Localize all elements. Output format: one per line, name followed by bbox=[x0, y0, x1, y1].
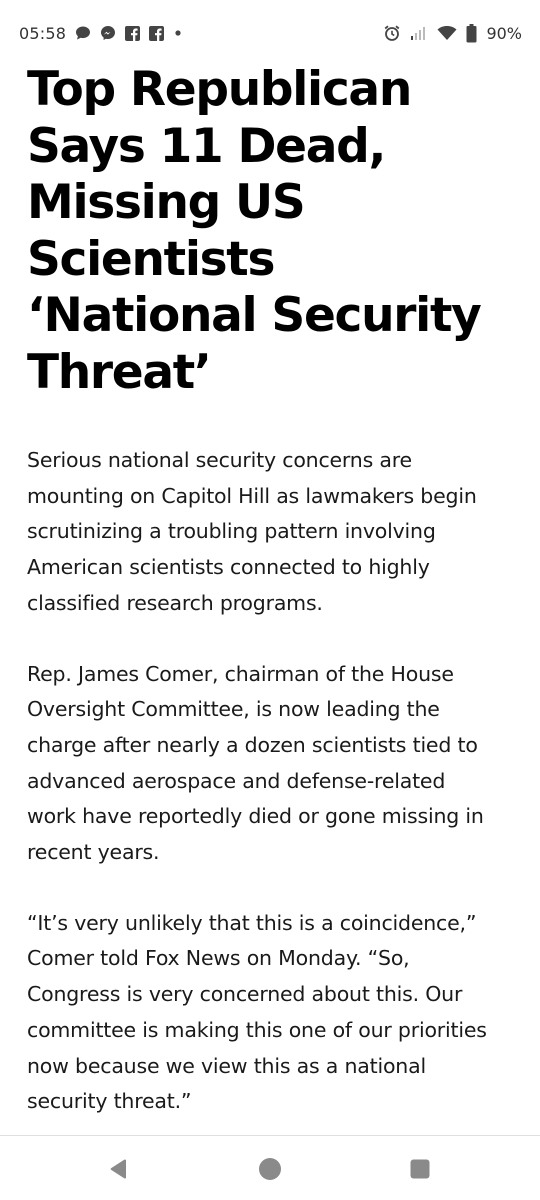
status-time: 05:58 bbox=[19, 23, 67, 43]
recents-icon bbox=[409, 1158, 431, 1180]
recents-button[interactable] bbox=[407, 1156, 433, 1182]
back-button[interactable] bbox=[106, 1156, 132, 1182]
battery-icon bbox=[466, 24, 477, 43]
alarm-icon bbox=[383, 24, 401, 42]
article-paragraph: “It’s very unlikely that this is a coincidence,” Comer told Fox News on Monday. “So, Congress is very concerned about this. Our committee is making this one of our priorities now because we view this as a national security threat.” bbox=[27, 910, 487, 1114]
facebook-icon bbox=[149, 26, 164, 41]
status-bar bbox=[0, 0, 540, 66]
back-icon bbox=[107, 1157, 131, 1181]
battery-percent: 90% bbox=[486, 23, 522, 43]
signal-icon bbox=[410, 25, 428, 41]
status-right bbox=[383, 24, 522, 43]
wifi-icon bbox=[437, 25, 457, 41]
article-paragraph: Serious national security concerns are mounting on Capitol Hill as lawmakers begin scrutinizing a troubling pattern involving American scientists connected to highly classified research programs. bbox=[27, 448, 477, 615]
home-button[interactable] bbox=[257, 1156, 283, 1182]
article-paragraph: Rep. James Comer, chairman of the House Oversight Committee, is now leading the charge after nearly a dozen scientists tied to advanced aerospace and defense-related work have reportedly died or gone missing in recent years. bbox=[27, 661, 484, 865]
article bbox=[27, 62, 517, 1120]
dot-icon bbox=[173, 25, 183, 41]
home-icon bbox=[258, 1157, 282, 1181]
navigation-bar bbox=[0, 1136, 540, 1200]
status-left bbox=[19, 24, 183, 43]
article-headline: Top Republican Says 11 Dead, Missing US Scientists ‘National Security Threat’ bbox=[27, 62, 481, 400]
article-body bbox=[27, 443, 517, 1120]
messenger-icon bbox=[100, 25, 116, 41]
facebook-icon bbox=[125, 26, 140, 41]
chat-bubble-icon bbox=[75, 25, 91, 41]
